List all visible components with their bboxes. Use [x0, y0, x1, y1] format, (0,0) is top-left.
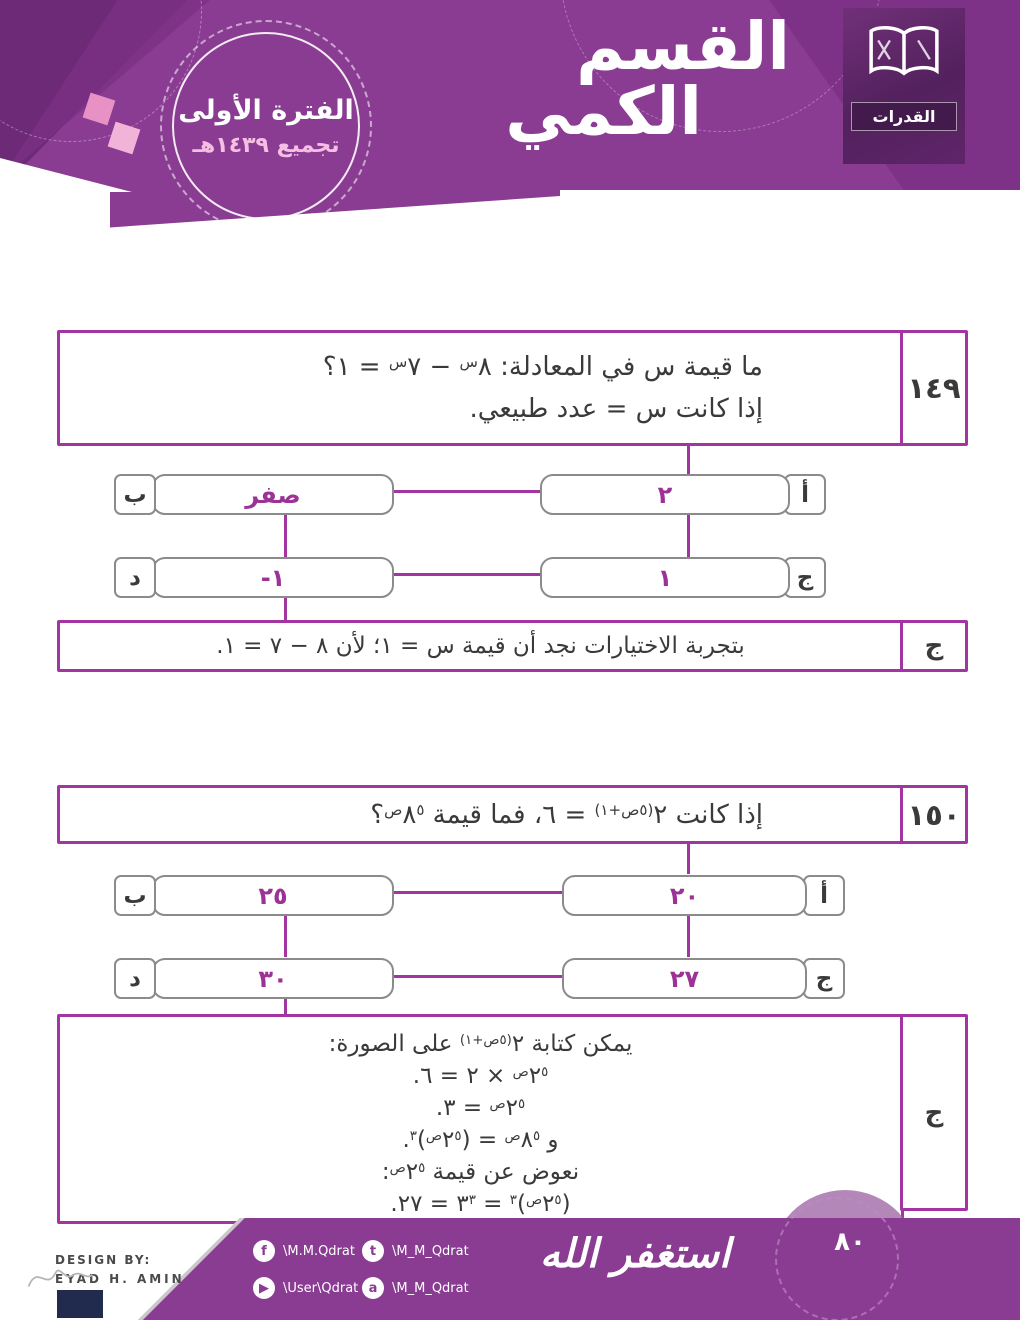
connector-line [687, 511, 690, 557]
question-150-box [57, 785, 904, 844]
facebook-handle: \M.M.Qdrat [283, 1243, 355, 1259]
page-number: ٨٠ [834, 1227, 866, 1257]
answer-150-line: نعوض عن قيمة $٢^{٥ص}$: [381, 1159, 580, 1185]
open-book-icon [866, 24, 942, 78]
connector-line [687, 839, 690, 874]
option-149-j-letter: ج [784, 557, 826, 598]
option-150-d-letter: د [114, 958, 156, 999]
option-149-d-letter: د [114, 557, 156, 598]
section-title-line2: الكمي [505, 73, 702, 150]
twitter-icon: t [362, 1240, 384, 1262]
option-150-d-value: ٣٠ [152, 958, 394, 999]
option-150-j-letter: ج [803, 958, 845, 999]
connector-line [390, 490, 540, 493]
deco-dotted-circle [775, 1197, 899, 1320]
social-facebook [253, 1240, 355, 1262]
design-by-name: EYAD H. AMIN [55, 1272, 185, 1286]
option-149-d-value: -١ [152, 557, 394, 598]
question-149-condition: إذا كانت س = عدد طبيعي. [469, 394, 763, 424]
a-handle: \M_M_Qdrat [392, 1280, 469, 1296]
option-150-j-value: ٢٧ [562, 958, 807, 999]
section-title [505, 8, 790, 150]
answer-149-letter: ج [900, 620, 968, 672]
option-149-b-value: صفر [152, 474, 394, 515]
istighfar-calligraphy: استغفر الله [539, 1230, 731, 1277]
option-149-j-value: ١ [540, 557, 790, 598]
connector-line [284, 912, 287, 957]
a-icon: a [362, 1277, 384, 1299]
period-badge [172, 32, 360, 220]
connector-line [687, 912, 690, 957]
designer-logo [57, 1290, 103, 1318]
answer-150-line: و $٨^{٥ص}$ = $(٢^{٥ص})^٣$. [402, 1127, 559, 1153]
option-150-b-letter: ب [114, 875, 156, 916]
badge-period-text: الفترة الأولى [178, 94, 354, 126]
question-149-box [57, 330, 904, 446]
connector-line [390, 573, 540, 576]
answer-150-line: $(٢^{٥ص})^٣$ = $٣^٣$ = ٢٧. [390, 1191, 571, 1217]
question-149-text: ما قيمة س في المعادلة: $٨^س$ − $٧^س$ = ١؟ [322, 352, 763, 382]
youtube-icon: ▶ [253, 1277, 275, 1299]
design-by-label: DESIGN BY: [55, 1253, 152, 1267]
question-150-text: إذا كانت $٢^{(٥ص+١)}$ = ٦، فما قيمة $٨^{٥ص}؟$ [370, 800, 763, 830]
header-banner [0, 0, 1020, 240]
logo-ribbon [851, 102, 957, 131]
option-150-b-value: ٢٥ [152, 875, 394, 916]
option-149-a-letter: أ [784, 474, 826, 515]
answer-150-line: $٢^{٥ص}$ × ٢ = ٦. [412, 1063, 549, 1089]
youtube-handle: \User\Qdrat [283, 1280, 359, 1296]
question-149-number: ١٤٩ [900, 330, 968, 446]
connector-line [390, 891, 562, 894]
answer-150-line: يمكن كتابة $٢^{(٥ص+١)}$ على الصورة: [328, 1031, 633, 1057]
option-150-a-letter: أ [803, 875, 845, 916]
connector-line [284, 511, 287, 557]
answer-149-text: بتجربة الاختيارات نجد أن قيمة س = ١؛ لأن ٨ − ٧ = ١. [216, 633, 745, 659]
option-149-a-value: ٢ [540, 474, 790, 515]
answer-149-box [57, 620, 904, 672]
qudrat-logo [843, 8, 965, 164]
facebook-icon: f [253, 1240, 275, 1262]
question-150-number: ١٥٠ [900, 785, 968, 844]
footer-banner [0, 1185, 1020, 1320]
option-150-a-value: ٢٠ [562, 875, 807, 916]
option-149-b-letter: ب [114, 474, 156, 515]
badge-year-text: تجميع ١٤٣٩هـ [192, 132, 340, 158]
social-youtube [253, 1277, 358, 1299]
logo-text: القدرات [872, 107, 936, 126]
social-a [362, 1277, 469, 1299]
answer-150-letter: ج [900, 1014, 968, 1211]
social-twitter [362, 1240, 469, 1262]
answer-150-line: $٢^{٥ص}$ = ٣. [435, 1095, 526, 1121]
connector-line [390, 975, 562, 978]
section-title-line1: القسم [576, 8, 790, 85]
twitter-handle: \M_M_Qdrat [392, 1243, 469, 1259]
